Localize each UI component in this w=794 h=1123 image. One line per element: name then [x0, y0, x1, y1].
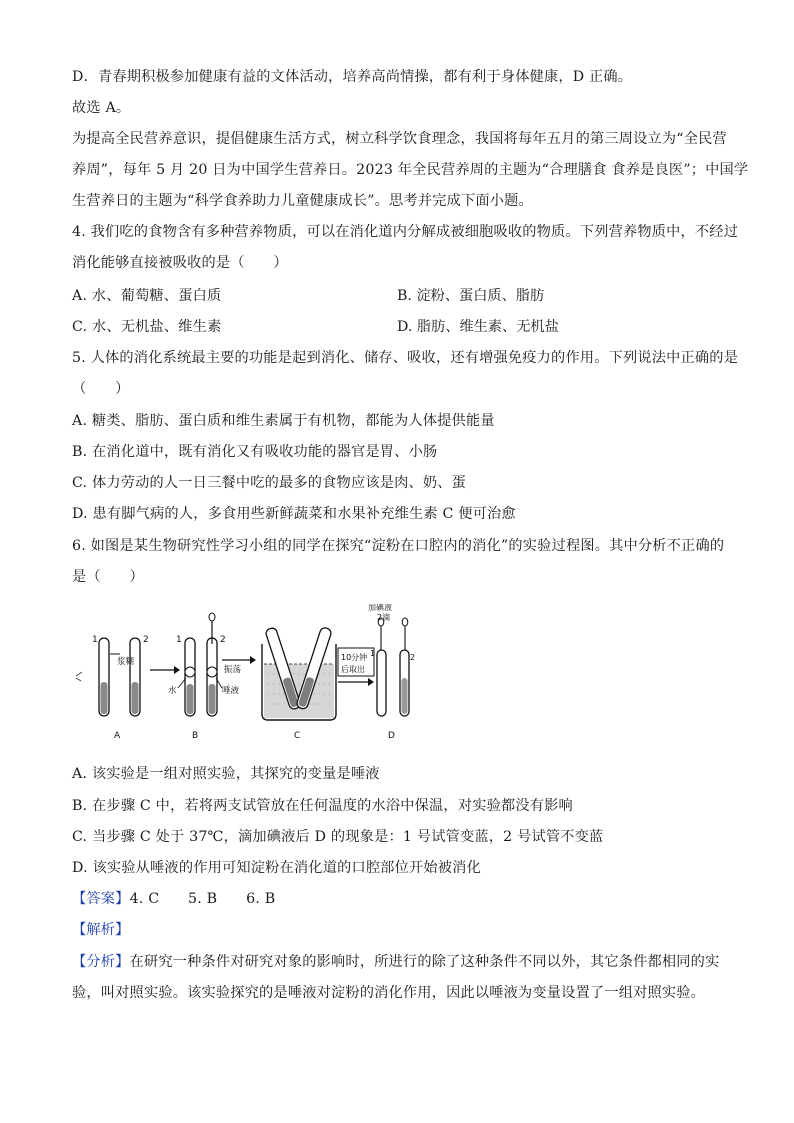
- question-4-option-b: B. 淀粉、蛋白质、脂肪: [397, 288, 545, 304]
- fenxi-line: [72, 952, 719, 972]
- tube-2-label-d: 2: [410, 653, 416, 662]
- question-6-option-a: A. 该实验是一组对照实验，其探究的变量是唾液: [72, 766, 380, 782]
- text-line: 故选 A。: [72, 100, 131, 116]
- tube-2-label-b: 2: [220, 635, 226, 645]
- answer-text: 4. C 5. B 6. B: [129, 891, 276, 907]
- tube-2-label-a: 2: [143, 635, 149, 645]
- question-5-option-a: A. 糖类、脂肪、蛋白质和维生素属于有机物，都能为人体提供能量: [72, 413, 495, 429]
- tube-1-label-a: 1: [92, 635, 98, 645]
- analysis-line: [72, 920, 130, 940]
- iodine-label-1: 加碘液: [368, 604, 392, 612]
- shake-label: 振荡: [224, 665, 242, 675]
- step-b-label: B: [192, 731, 199, 741]
- experiment-figure: [72, 604, 422, 746]
- question-6-option-b: B. 在步骤 C 中，若将两支试管放在任何温度的水浴中保温，对实验都没有影响: [72, 798, 573, 814]
- water-label: 水: [168, 686, 177, 696]
- analysis-tag: 【解析】: [72, 922, 130, 938]
- question-5-option-b: B. 在消化道中，既有消化又有吸收功能的器官是胃、小肠: [72, 444, 438, 460]
- tube-1-label-d: 1: [370, 649, 376, 658]
- question-4-stem: 消化能够直接被吸收的是（ ）: [72, 255, 288, 271]
- question-6-stem: 是（ ）: [72, 569, 144, 585]
- time-label-1: 10分钟: [341, 653, 368, 662]
- step-d-label: D: [388, 731, 395, 741]
- fenxi-tag: 【分析】: [72, 954, 130, 970]
- text-line: D．青春期积极参加健康有益的文体活动，培养高尚情操，都有利于身体健康，D 正确。: [72, 69, 633, 85]
- question-5-option-d: D. 患有脚气病的人，多食用些新鲜蔬菜和水果补充维生素 C 便可治愈: [72, 506, 516, 522]
- answer-tag: 【答案】: [72, 891, 130, 907]
- saliva-label: 唾液: [222, 686, 240, 696]
- fenxi-text: 在研究一种条件对研究对象的影响时，所进行的除了这种条件不同以外，其它条件都相同的实: [129, 954, 720, 970]
- question-6-option-c: C. 当步骤 C 处于 37℃，滴加碘液后 D 的现象是：1 号试管变蓝，2 号试管不变蓝: [72, 829, 604, 845]
- step-b-tubes: [168, 613, 240, 741]
- question-6-option-d: D. 该实验从唾液的作用可知淀粉在消化道的口腔部位开始被消化: [72, 860, 481, 876]
- step-a-label: A: [114, 731, 121, 741]
- question-4-option-c: C. 水、无机盐、维生素: [72, 319, 222, 335]
- question-4-option-d: D. 脂肪、维生素、无机盐: [397, 319, 559, 335]
- text-line: 养周”，每年 5 月 20 日为中国学生营养日。2023 年全民营养周的主题为“合理膳食 食养是良医”；中国学: [72, 162, 749, 178]
- step-c-label: C: [294, 731, 301, 741]
- fenxi-line-2: 验，叫对照实验。该实验探究的是唾液对淀粉的消化作用，因此以唾液为变量设置了一组对照实验。: [72, 985, 706, 1001]
- tube-1-label-b: 1: [176, 635, 182, 645]
- text-line: 生营养日的主题为“科学食养助力儿童健康成长”。思考并完成下面小题。: [72, 193, 533, 209]
- iodine-label-2: 2滴: [377, 613, 391, 622]
- step-d-tubes: [368, 604, 415, 741]
- text-line: 为提高全民营养意识，提倡健康生活方式，树立科学饮食理念，我国将每年五月的第三周设立为“全民营: [72, 131, 727, 147]
- answer-line: [72, 889, 275, 909]
- step-c-water-bath: [262, 627, 336, 741]
- question-5-stem: 5. 人体的消化系统最主要的功能是起到消化、储存、吸收，还有增强免疫力的作用。下列说法中正确的是: [72, 350, 739, 366]
- question-5-stem: （ ）: [72, 381, 130, 397]
- paste-label: 浆糊: [117, 657, 135, 667]
- question-5-option-c: C. 体力劳动的人一日三餐中吃的最多的食物应该是肉、奶、蛋: [72, 475, 467, 491]
- step-a-tubes: [92, 635, 149, 741]
- time-label-2: 后取出: [341, 665, 365, 674]
- question-6-stem: 6. 如图是某生物研究性学习小组的同学在探究“淀粉在口腔内的消化”的实验过程图。其中分析不正确的: [72, 538, 725, 554]
- question-4-stem: 4. 我们吃的食物含有多种营养物质，可以在消化道内分解成被细胞吸收的物质。下列营养物质中，不经过: [72, 224, 739, 240]
- question-4-option-a: A. 水、葡萄糖、蛋白质: [72, 288, 222, 304]
